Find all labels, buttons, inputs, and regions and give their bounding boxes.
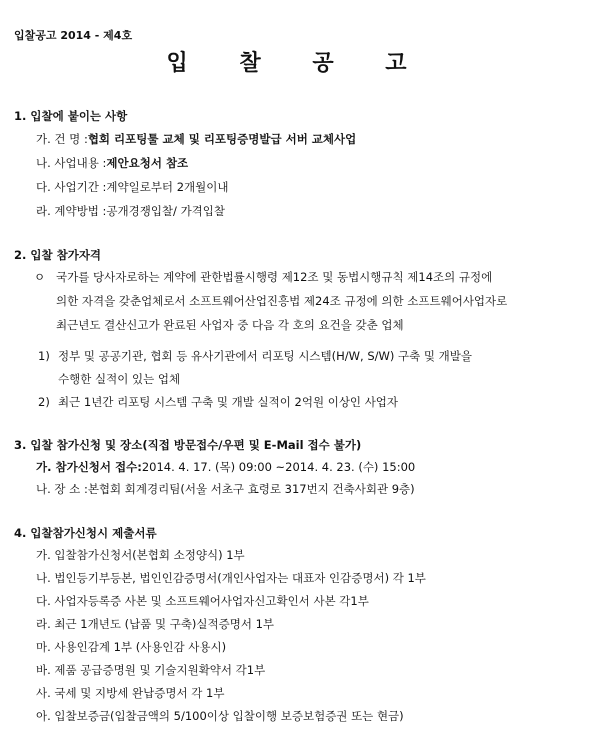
item-label: 나. 사업내용 : bbox=[36, 156, 107, 170]
item-value: 계약일로부터 2개월이내 bbox=[106, 180, 229, 194]
item-label: 나. 장 소 : bbox=[36, 482, 88, 496]
item-value: 2014. 4. 17. (목) 09:00 ~2014. 4. 23. (수) 15:00 bbox=[141, 460, 416, 474]
document-list-item: 나. 법인등기부등본, 법인인감증명서(개인사업자는 대표자 인감증명서) 각 1부 bbox=[36, 571, 426, 585]
requirement-line: 최근 1년간 리포팅 시스템 구축 및 개발 실적이 2억원 이상인 사업자 bbox=[58, 395, 399, 409]
section-1-item-name bbox=[36, 131, 356, 147]
section-1-item-method bbox=[36, 203, 225, 219]
document-list-item: 사. 국세 및 지방세 완납증명서 각 1부 bbox=[36, 686, 225, 700]
section-4-heading: 4. 입찰참가신청시 제출서류 bbox=[14, 526, 157, 540]
item-label: 가. 참가신청서 접수: bbox=[36, 460, 142, 474]
section-1-item-content bbox=[36, 155, 188, 171]
section-3-item-place bbox=[36, 481, 415, 497]
item-value: 본협회 회계경리팀(서울 서초구 효령로 317번지 건축사회관 9층) bbox=[87, 482, 415, 496]
eligibility-paragraph-line: 의한 자격을 갖춘업체로서 소프트웨어산업진흥법 제24조 규정에 의한 소프트웨어사업자로 bbox=[56, 294, 508, 308]
eligibility-paragraph-line: 최근년도 결산신고가 완료된 사업자 중 다음 각 호의 요건을 갖춘 업체 bbox=[56, 318, 404, 332]
document-list-item: 아. 입찰보증금(입찰금액의 5/100이상 입찰이행 보증보험증권 또는 현금) bbox=[36, 709, 404, 723]
document-list-item: 마. 사용인감계 1부 (사용인감 사용시) bbox=[36, 640, 227, 654]
requirement-line: 정부 및 공공기관, 협회 등 유사기관에서 리포팅 시스템(H/W, S/W) 구축 및 개발을 bbox=[58, 349, 472, 363]
section-1-item-period bbox=[36, 179, 228, 195]
section-3-item-period bbox=[36, 459, 415, 475]
requirement-line: 수행한 실적이 있는 업체 bbox=[58, 372, 181, 386]
page-title: 입 찰 공 고 bbox=[166, 50, 429, 76]
bullet-marker: ㅇ bbox=[34, 270, 46, 284]
requirement-number: 1) bbox=[38, 349, 50, 363]
document-list-item: 다. 사업자등록증 사본 및 소프트웨어사업자신고확인서 사본 각1부 bbox=[36, 594, 369, 608]
item-value: 협회 리포팅툴 교체 및 리포팅증명발급 서버 교체사업 bbox=[87, 132, 357, 146]
requirement-number: 2) bbox=[38, 395, 50, 409]
item-label: 라. 계약방법 : bbox=[36, 204, 107, 218]
document-list-item: 라. 최근 1개년도 (납품 및 구축)실적증명서 1부 bbox=[36, 617, 275, 631]
eligibility-paragraph-line: 국가를 당사자로하는 계약에 관한법률시행령 제12조 및 동법시행규칙 제14조의 규정에 bbox=[56, 270, 493, 284]
section-1-heading: 1. 입찰에 붙이는 사항 bbox=[14, 109, 128, 123]
item-label: 다. 사업기간 : bbox=[36, 180, 107, 194]
document-list-item: 바. 제품 공급증명원 및 기술지원확약서 각1부 bbox=[36, 663, 266, 677]
document-list-item: 가. 입찰참가신청서(본협회 소정양식) 1부 bbox=[36, 548, 245, 562]
notice-number: 입찰공고 2014 - 제4호 bbox=[14, 29, 133, 42]
item-label: 가. 건 명 : bbox=[36, 132, 88, 146]
item-value: 제안요청서 참조 bbox=[106, 156, 189, 170]
section-3-heading: 3. 입찰 참가신청 및 장소(직접 방문접수/우편 및 E-Mail 접수 불가) bbox=[14, 438, 362, 452]
item-value: 공개경쟁입찰/ 가격입찰 bbox=[106, 204, 226, 218]
section-2-heading: 2. 입찰 참가자격 bbox=[14, 248, 102, 262]
